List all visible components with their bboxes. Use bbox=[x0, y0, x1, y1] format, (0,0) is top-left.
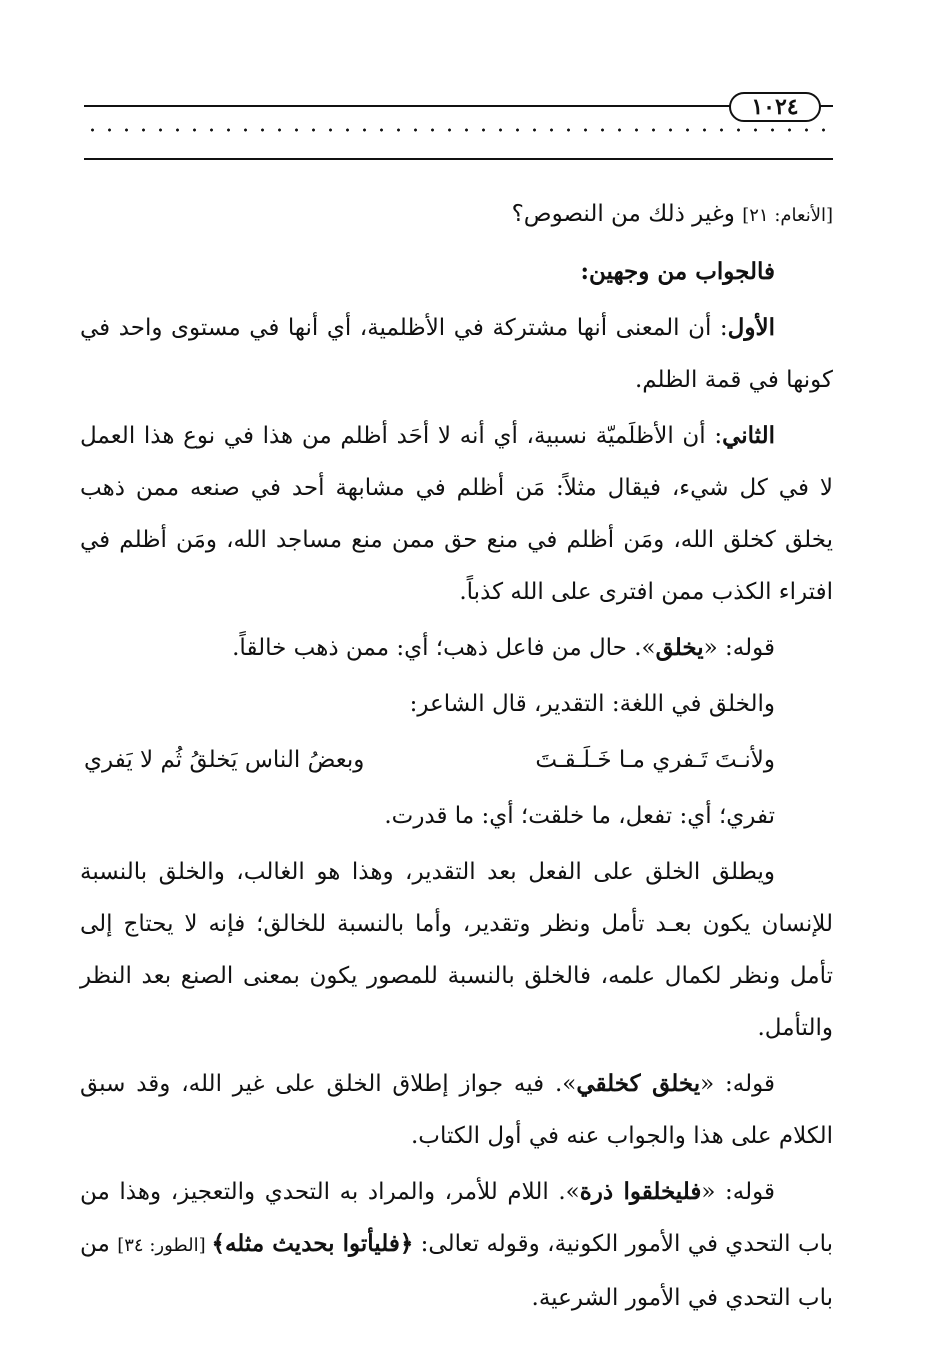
paragraph-lugha: والخلق في اللغة: التقدير، قال الشاعر: bbox=[409, 691, 775, 717]
quran-reference: [الطور: ٣٤] bbox=[117, 1235, 212, 1256]
quoted-word: يخلق bbox=[655, 634, 704, 661]
quran-reference: [الأنعام: ٢١] bbox=[742, 205, 833, 226]
page-header bbox=[84, 88, 833, 168]
paragraph-text: ». فيه جواز إطلاق الخلق على غير الله، وقد سبق الكلام على هذا والجواب عنه في أول الكتاب. bbox=[80, 1071, 833, 1149]
page-body bbox=[80, 188, 833, 1328]
paragraph-itlaq: ويطلق الخلق على الفعل بعد التقدير، وهذا هو الغالب، والخلق بالنسبة للإنسان يكون بعـد تأمل ونظر وتقدير، وأما بالنسبة للخالق؛ فإنه لا يحتاج إلى تأمل ونظر لكمال علمه، فالخلق بالنسبة للمصور يكون بمعنى الصنع بعد النظر والتأمل. bbox=[80, 859, 833, 1041]
quote-open: قوله: « bbox=[700, 1071, 775, 1097]
poetry-verse bbox=[80, 734, 833, 786]
paragraph-falyakhluqu bbox=[80, 1166, 833, 1324]
quote-open: قوله: « bbox=[701, 1179, 775, 1205]
verse-first-hemistich: ولأنـتَ تَـفري مـا خَـلَـقـتَ bbox=[535, 747, 775, 773]
paragraph-text: ». اللام للأمر، والمراد به التحدي والتعجيز، وهذا من باب التحدي في الأمور الكونية، وقوله تعالى: bbox=[80, 1179, 834, 1257]
quote-open: قوله: « bbox=[703, 635, 775, 661]
verse-second-hemistich: وبعضُ الناس يَخلقُ ثُم لا يَفري bbox=[84, 747, 365, 773]
header-rule-top bbox=[84, 105, 833, 107]
paragraph-text: : أن المعنى أنها مشتركة في الأظلمية، أي أنها في مستوى واحد في كونها في قمة الظلم. bbox=[80, 315, 833, 393]
quoted-phrase: يخلق كخلقي bbox=[576, 1070, 701, 1097]
paragraph-yakhluq bbox=[80, 622, 833, 674]
paragraph-text: ». حال من فاعل ذهب؛ أي: ممن ذهب خالقاً. bbox=[232, 635, 656, 661]
page-number: ١٠٢٤ bbox=[729, 92, 821, 122]
paragraph-tafri: تفري؛ أي: تفعل، ما خلقت؛ أي: ما قدرت. bbox=[384, 803, 775, 829]
label-second: الثاني bbox=[722, 422, 775, 449]
quoted-phrase: فليخلقوا ذرة bbox=[579, 1178, 702, 1205]
answer-heading: فالجواب من وجهين: bbox=[580, 258, 775, 285]
paragraph-first-aspect bbox=[80, 302, 833, 406]
paragraph-1 bbox=[80, 188, 833, 242]
paragraph-second-aspect bbox=[80, 410, 833, 618]
header-dotted-rule bbox=[84, 124, 833, 136]
label-first: الأول bbox=[727, 314, 775, 341]
paragraph-text: : أن الأظلَميّة نسبية، أي أنه لا أحَد أظلم من هذا في نوع هذا العمل لا في كل شيء، فيقال مثلاً: مَن أظلم في مشابهة أحد في صنعه ممن ذهب يخلق كخلق الله، ومَن أظلم في منع حق ممن منع مساجد الله، ومَن أظلم في افتراء الكذب ممن افترى على الله كذباً. bbox=[80, 423, 833, 605]
quran-quote: ﴿فليأتوا بحديث مثله﴾ bbox=[211, 1230, 414, 1257]
paragraph-yakhluq-kakhalqi bbox=[80, 1058, 833, 1162]
paragraph-text: من باب التحدي في الأمور الشرعية. bbox=[80, 1231, 833, 1311]
header-rule-bottom bbox=[84, 158, 833, 160]
paragraph-text: وغير ذلك من النصوص؟ bbox=[511, 201, 743, 227]
